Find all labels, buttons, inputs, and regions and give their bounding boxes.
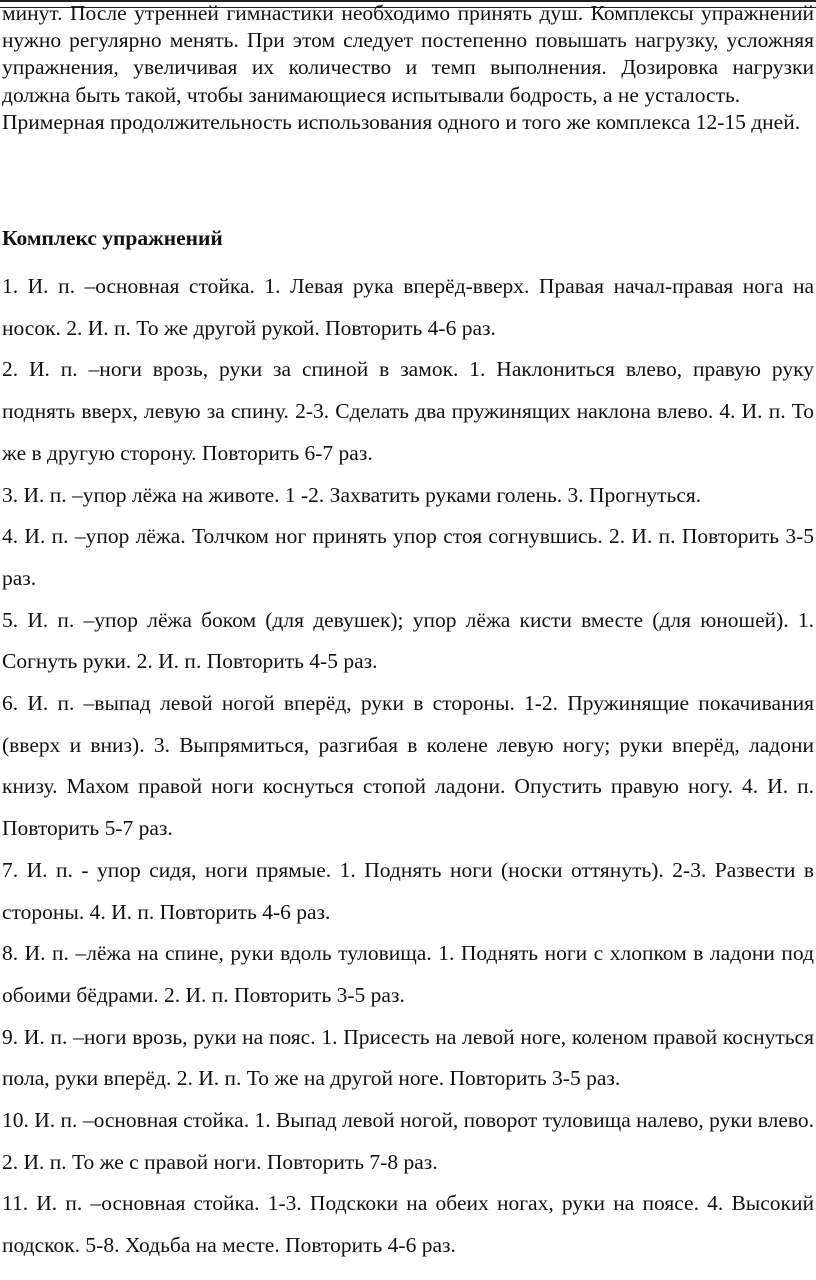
intro-paragraph-2: Примерная продолжительность использования одного и того же комплекса 12-15 дней. [2, 109, 801, 134]
exercise-item-3: 3. И. п. –упор лёжа на животе. 1 -2. Захватить руками голень. 3. Прогнуться. [2, 482, 702, 507]
exercise-item-10: 10. И. п. –основная стойка. 1. Выпад левой ногой, поворот туловища налево, руки влево. 2. И. п. То же с правой ноги. Повторить 7-8 раз. [2, 1108, 814, 1174]
exercise-item-8: 8. И. п. –лёжа на спине, руки вдоль туловища. 1. Поднять ноги с хлопком в ладони под обоими бёдрами. 2. И. п. Повторить 3-5 раз. [2, 941, 814, 1007]
document-page [2, 0, 814, 1258]
exercise-item-11: 11. И. п. –основная стойка. 1-3. Подскоки на обеих ногах, руки на поясе. 4. Высокий подскок. 5-8. Ходьба на месте. Повторить 4-6 раз. [2, 1191, 814, 1258]
section-heading: Комплекс упражнений [2, 226, 223, 250]
intro-section [2, 0, 814, 136]
intro-paragraph-1: минут. После утренней гимнастики необходимо принять душ. Комплексы упражнений нужно регулярно менять. При этом следует постепенно повышать нагрузку, усложняя упражнения, увеличивая их количество и темп выполнения. Дозировка нагрузки должна быть такой, чтобы занимающиеся испытывали бодрость, а не усталость. [2, 1, 814, 107]
exercise-item-9: 9. И. п. –ноги врозь, руки на пояс. 1. Присесть на левой ноге, коленом правой коснуться пола, руки вперёд. 2. И. п. То же на другой ноге. Повторить 3-5 раз. [2, 1024, 814, 1091]
exercise-item-7: 7. И. п. - упор сидя, ноги прямые. 1. Поднять ноги (носки оттянуть). 2-3. Развести в стороны. 4. И. п. Повторить 4-6 раз. [2, 857, 814, 924]
exercise-item-4: 4. И. п. –упор лёжа. Толчком ног принять упор стоя согнувшись. 2. И. п. Повторить 3-5 раз. [2, 524, 814, 590]
exercise-list [2, 266, 814, 1267]
exercise-item-5: 5. И. п. –упор лёжа боком (для девушек); упор лёжа кисти вместе (для юношей). 1. Согнуть руки. 2. И. п. Повторить 4-5 раз. [2, 607, 814, 674]
exercise-item-2: 2. И. п. –ноги врозь, руки за спиной в замок. 1. Наклониться влево, правую руку поднять вверх, левую за спину. 2-3. Сделать два пружинящих наклона влево. 4. И. п. То же в другую сторону. Повторить 6-7 раз. [2, 357, 814, 465]
exercise-item-6: 6. И. п. –выпад левой ногой вперёд, руки в стороны. 1-2. Пружинящие покачивания (вверх и вниз). 3. Выпрямиться, разгибая в колене левую ногу; руки вперёд, ладони книзу. Махом правой ноги коснуться стопой ладони. Опустить правую ногу. 4. И. п. Повторить 5-7 раз. [2, 691, 814, 841]
exercise-item-1: 1. И. п. –основная стойка. 1. Левая рука вперёд-вверх. Правая начал-правая нога на носок. 2. И. п. То же другой рукой. Повторить 4-6 раз. [2, 274, 814, 340]
